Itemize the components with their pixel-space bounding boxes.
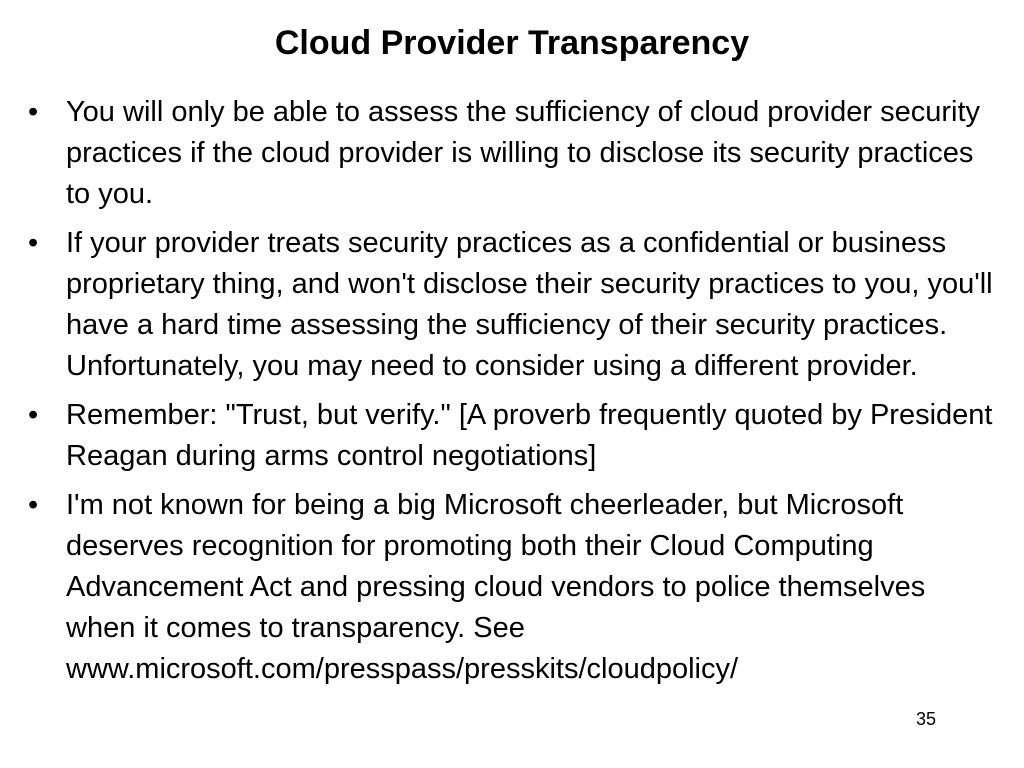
slide-number: 35 bbox=[915, 709, 936, 729]
bullet-marker: • bbox=[28, 96, 39, 128]
bullet-item-2 bbox=[28, 223, 996, 387]
bullet-marker: • bbox=[28, 489, 39, 521]
bullet-text: Remember: "Trust, but verify." [A proverb frequently quoted by President Reagan during arms control negotiations] bbox=[66, 399, 993, 472]
bullet-text: If your provider treats security practices as a confidential or business proprietary thing, and won't disclose their security practices to you, you'll have a hard time assessing the sufficiency of their security practices. Unfortunately, you may need to consider using a different provider. bbox=[66, 227, 993, 382]
bullet-text: You will only be able to assess the sufficiency of cloud provider security practices if the cloud provider is willing to disclose its security practices to you. bbox=[66, 96, 980, 210]
bullet-item-1 bbox=[28, 92, 996, 215]
slide-title: Cloud Provider Transparency bbox=[274, 24, 750, 62]
bullet-item-4 bbox=[28, 485, 996, 690]
bullet-marker: • bbox=[28, 399, 39, 431]
bullet-list bbox=[28, 92, 996, 698]
bullet-marker: • bbox=[28, 227, 39, 259]
bullet-item-3 bbox=[28, 395, 996, 477]
bullet-text: I'm not known for being a big Microsoft cheerleader, but Microsoft deserves recognition for promoting both their Cloud Computing Advancement Act and pressing cloud vendors to police themselves when it comes to transparency. See www.microsoft.com/presspass/presskits/cloudpolicy/ bbox=[66, 489, 926, 685]
